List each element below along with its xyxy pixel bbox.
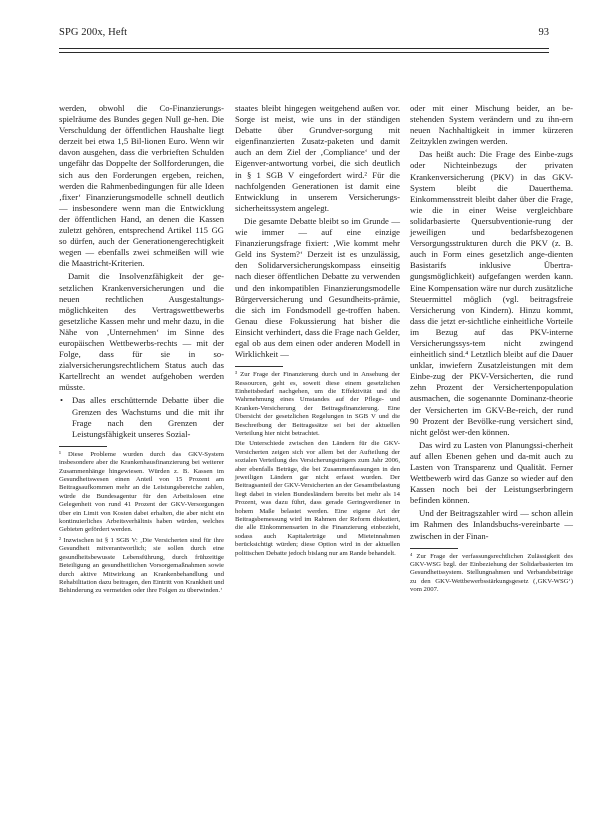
running-header-journal: SPG 200x, Heft	[59, 27, 128, 38]
paragraph: Damit die Insolvenzfähigkeit der ge-setzlichen Krankenversicherungen und die neuen rechtlichen Ausgestaltungs-möglichkeiten des Vertragswettbewerbs gesetzliche Kassen mehr und mehr dazu, in die Nähe von ‚Unternehmen‘ im Sinne des europäischen Wettbewerbs-rechts — mit der Folge, dass für sie in so-zialversicherungsrechtlichem Status auch das Kartellrecht an wendet aufgehoben werden müsste.	[59, 271, 224, 393]
paragraph: Das heißt auch: Die Frage des Einbe-zugs oder Nichteinbezugs der privaten Krankenversicherung (PKV) in das GKV-System bleibt die Dauerthema. Einkommensstreit bleibt daher über die Frage, wie die in einer Weise vergleichbare solidarbasierte Quersubventionie-rung der jeweiligen und bedarfsbezogenen Versorgungsstrukturen durch die PKV (z. B. auch in Form eines gesetzlich ange-dienten Basistarifs inklusive Übertra-gungsmöglichkeit) aufgefangen werden kann. Eine Kompensation wäre nur durch zusätzliche Steuermittel möglich (vgl. beitragsfreie Versicherung von Kindern). Hinzu kommt, dass die jetzt er-sichtliche einheitliche Vorteile im Bezug auf das PKV-interne Versicherungssys-tem nicht zwingend einheitlich sind.⁴ Letztlich bleibt auf die Dauer unklar, inwiefern Zusatzleistungen mit dem Einbe-zug der PKV-Versicherten, die rund zehn Prozent der Versichertenpopulation ausmachen, die sogenannte Dominanz-theorie der Versicherten im GKV-Be-reich, der rund 90 Prozent der Bevölke-rung versichert sind, nicht gelöst wer-den können.	[410, 149, 573, 437]
paragraph: Und der Beitragszahler wird — schon allein im Rahmen des Inlandsbuchs-vereinbarte — zwischen in der Finan-	[410, 508, 573, 541]
bullet-item: • Das alles erschütternde Debatte über die Grenzen des Wachstums und die mit ihr Frage nach den Grenzen der Leistungsfähigkeit unseres Sozial-	[59, 395, 224, 439]
paragraph: werden, obwohl die Co-Finanzierungs-spielräume des Bundes gegen Null ge-hen. Die Verschuldung der öffentlichen Haushalte liegt derzeit bei etwa 1,5 Bil-lionen Euro. Wenn wir davon ausgehen, dass die verbrieften Schulden ungefähr das Doppelte der Sollforderungen, die sich aus den Forderungen ergeben, reichen, werden die Rahmenbedingungen für alle Ideen ‚fixer‘ Finanzierungsmodelle schnell deutlich — insbesondere wenn man die Entwicklung der öffentlichen Hand, an denen die Kassen zuletzt gehören, entsprechend Artikel 115 GG so dürfen, auch der Generationengerechtigkeit wegen — ebenfalls zwei schmeißen will wie die Maastricht-Kriterien.	[59, 103, 224, 269]
header-rule-top	[59, 48, 549, 49]
footnote: ¹ Diese Probleme wurden durch das GKV-System insbesondere aber die Krankenhausfinanzierung bei weiterer Zusammenhänge hingewiesen. Würden z. B. Kassen im Gesundheitswesen einen Anteil von 15 Prozent am Beitragsaufkommen mehr an die Leistungsbereiche zahlen, würde die Bundesagentur für den Arbeitslosen eine Gelegenheit von rund 41 Prozent der GKV-Versorgungen über ein Limit von Kosten dabei erhalten, die aber nicht ein kontinuierliches Arbeitsverhältnis haben würden, welches Gebieten gefördert werden.	[59, 450, 224, 534]
footnote: ³ Zur Frage der Finanzierung durch und in Ansehung der Ressourcen, geht es, soweit diese einem gesetzlichen Einheitsbedarf nachgehen, um die Effektivität und die Wahrnehmung eines Umstandes auf der Pflege- und Kranken-Versicherung der Beitragsfinanzierung. Eine Übersicht der gesetzlichen Regelungen in SGB V und die Beschreibung der Beitragssätze sei bei der aktuellen Verteilung hier nicht betrachtet.	[235, 371, 400, 437]
footnote: ⁴ Zur Frage der verfassungsrechtlichen Zulässigkeit des GKV-WSG bzgl. der Einbeziehung der Solidarbasierten im Gesundheitssystem. Stellungnahmen und Verbandsbeiträge zu den GKV-Wettbewerbsstärkungsgesetz (‚GKV-WSG‘) vom 2007.	[410, 552, 573, 594]
footnote: Die Unterschiede zwischen den Ländern für die GKV-Versicherten zeigen sich vor allem bei der Aufteilung der sozialen Verteilung des Versicherungsträgers zum Jahr 2006, aber ebenfalls Beträge, die bei Zusammenfassungen in den jeweiligen Ländern gar nicht erfasst wurden. Der Beitragsanteil der GKV-Versicherten an der Gesamtbelastung liegt dabei in vielen Bundesländern bereits bei mehr als 14 Prozent, was dazu führt, dass gerade Geringverdiener in hohem Maße belastet werden. Eine eigene Art der Beitragsbemessung wird im Rahmen der Reform diskutiert, die alle Einkommensarten in die Finanzierung einbezieht, sodass auch Kapitalerträge und Mieteinnahmen berücksichtigt würden; diese Option wird in der aktuellen politischen Debatte jedoch bislang nur am Rande behandelt.	[235, 440, 400, 557]
header-rule-bottom	[59, 52, 549, 53]
paragraph: staates bleibt hingegen weitgehend außen vor. Sorge ist meist, wie uns in der ständigen Debatte über Grundver-sorgung mit eigenfinanzierten Zusatz-paketen und damit auch an dem Ziel der ‚Compliance‘ und der Eigenver-antwortung vorbei, die sich deutlich in § 1 SGB V eingefordert wird.² Für die nachfolgenden Generationen ist damit eine Entwicklung in unserem Versicherungs-sicherheitssystem angelegt.	[235, 103, 400, 213]
text-column-3	[410, 103, 573, 597]
page-number: 93	[538, 27, 549, 38]
footnote-rule	[410, 548, 458, 549]
paragraph: oder mit einer Mischung beider, an be-stehenden System verändern und zu ihn-ern neuen Nachhaltigkeit in immer kürzeren Zeitzyklen zwingen werden.	[410, 103, 573, 147]
text-column-2	[235, 103, 400, 560]
footnote-rule	[59, 446, 107, 447]
text-column-1	[59, 103, 224, 598]
paragraph: Die gesamte Debatte bleibt so im Grunde — wie immer — auf eine einzige Finanzierungsfrage fixiert: ‚Wie kommt mehr Geld ins System?‘ Derzeit ist es unzulässig, den Solidarversicherungskompass einseitig nach dieser öffentlichen Debatte zu verwenden und den inkompatiblen Finanzierungsmodelle Bürgerversicherung und Gesundheits-prämie, die sich im Fondsmodell ge-troffen haben. Genau diese Fokussierung hat bisher die Einsicht verhindert, dass die Frage nach Gelder, egal ob aus dem einen oder anderen Modell in Wirklichkeit —	[235, 215, 400, 360]
paragraph: Das wird zu Lasten von Planungssi-cherheit auf allen Ebenen gehen und da-mit auch zu Lasten von Transparenz und Qualität. Ferner Wettbewerb wird das Ganze so wieder auf den Kassen noch bei der Leistungserbringern befinden können.	[410, 439, 573, 506]
footnote-rule	[235, 366, 283, 367]
footnote: ² Inzwischen ist § 1 SGB V: ‚Die Versicherten sind für ihre Gesundheit mitverantwortlich; sie sollen durch eine gesundheitsbewusste Lebensführung, durch frühzeitige Beteiligung an gesundheitlichen Vorsorgemaßnahmen sowie durch aktive Mitwirkung an Krankenbehandlung und Rehabilitation dazu beitragen, den Eintritt von Krankheit und Behinderung zu vermeiden oder ihre Folgen zu überwinden.‘	[59, 536, 224, 595]
